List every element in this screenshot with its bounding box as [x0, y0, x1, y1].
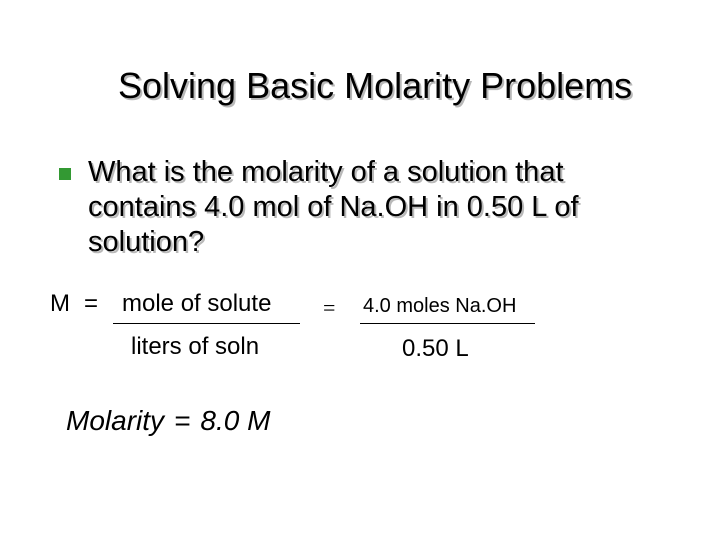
fraction1-bar — [113, 323, 300, 324]
equals-sign: = — [84, 290, 99, 317]
fraction2-denominator: 0.50 L — [402, 335, 469, 362]
question-line-1: What is the molarity of a solution that — [88, 156, 564, 188]
result-value: 8.0 M — [200, 405, 271, 436]
fraction2-bar — [360, 323, 535, 324]
question-line-2: contains 4.0 mol of Na.OH in 0.50 L of — [88, 191, 579, 223]
fraction1-numerator: mole of solute — [122, 290, 272, 317]
slide-title: Solving Basic Molarity Problems — [118, 65, 633, 106]
fraction1-denominator: liters of soln — [131, 333, 260, 360]
question-line-3: solution? — [88, 226, 205, 258]
equation-lhs — [50, 289, 98, 319]
question-text — [88, 155, 688, 260]
result-equals: = — [174, 405, 191, 436]
result-statement — [66, 404, 270, 438]
equals-sign-2: = — [323, 295, 336, 320]
molarity-symbol: M — [50, 290, 70, 317]
square-bullet-icon — [59, 168, 71, 180]
fraction2-numerator: 4.0 moles Na.OH — [363, 295, 517, 317]
result-label: Molarity — [66, 405, 165, 436]
